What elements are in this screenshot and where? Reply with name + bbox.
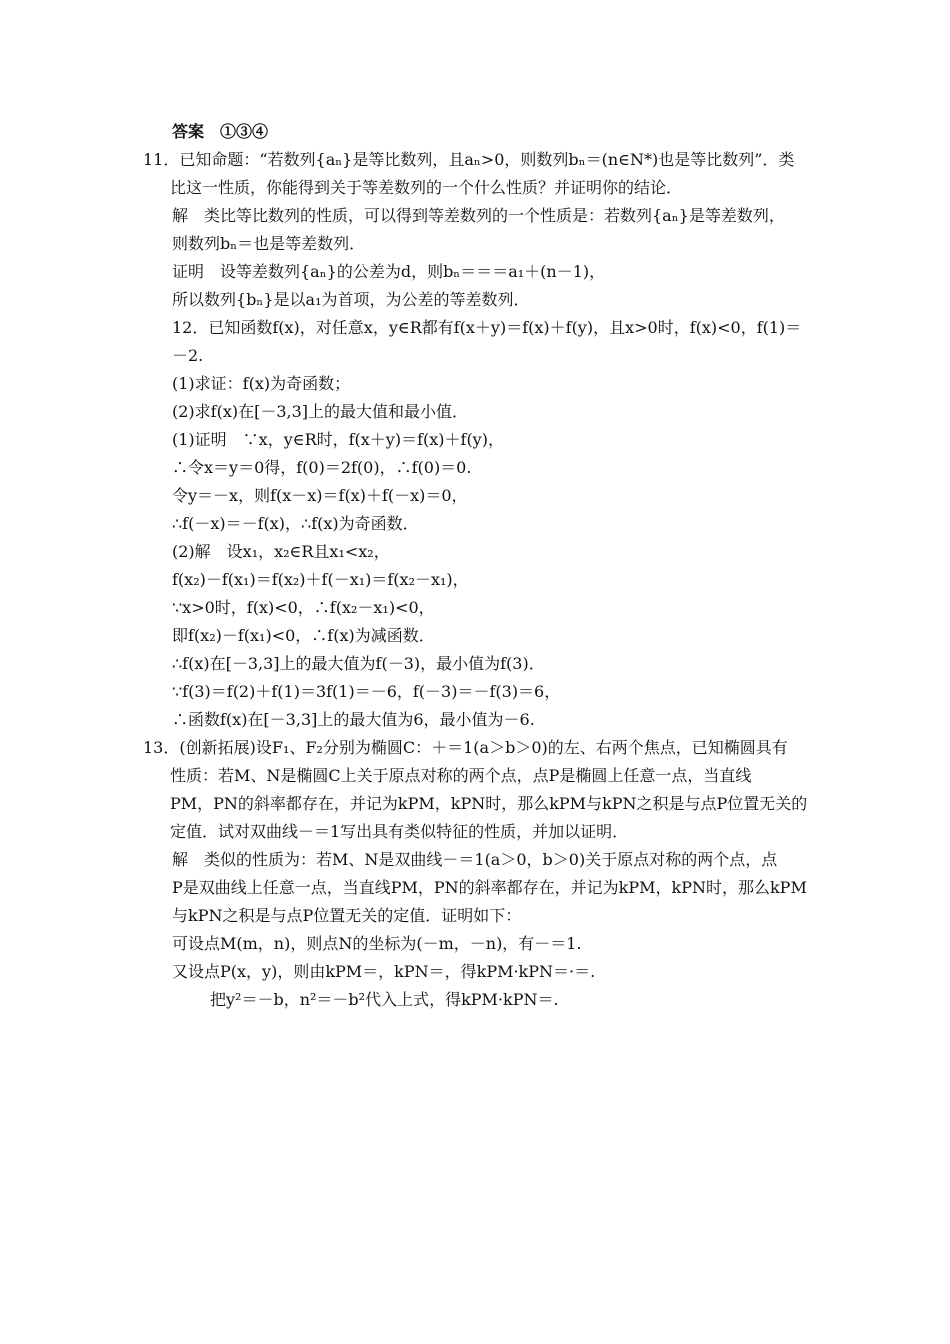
problem-13-solution-5: 又设点P(x，y)，则由kPM＝，kPN＝，得kPM·kPN＝·＝.: [172, 962, 596, 981]
problem-11-conclusion: 所以数列{bₙ}是以a₁为首项，为公差的等差数列．: [172, 290, 530, 309]
problem-12-stem-cont: －2.: [172, 346, 204, 365]
problem-11-solution-cont: 则数列bₙ＝也是等差数列．: [172, 234, 366, 253]
problem-13-stem-cont-1: 性质：若M、N是椭圆C上关于原点对称的两个点，点P是椭圆上任意一点，当直线: [170, 766, 752, 785]
problem-12-part-2: (2)求f(x)在[－3,3]上的最大值和最小值．: [172, 402, 469, 421]
problem-12-solution-1: (2)解 设x₁，x₂∈R且x₁<x₂，: [172, 542, 390, 561]
problem-12-solution-5: ∴f(x)在[－3,3]上的最大值为f(－3)，最小值为f(3)．: [172, 654, 545, 673]
problem-11-proof: 证明 设等差数列{aₙ}的公差为d，则bₙ＝＝＝a₁＋(n－1)，: [172, 262, 606, 281]
problem-13-stem: 13．(创新拓展)设F₁、F₂分别为椭圆C：＋＝1(a＞b＞0)的左、右两个焦点，已知椭圆具有: [143, 738, 788, 757]
problem-12-proof-1: (1)证明 ∵x，y∈R时，f(x＋y)＝f(x)＋f(y)，: [172, 430, 504, 449]
problem-13-solution-2: P是双曲线上任意一点，当直线PM，PN的斜率都存在，并记为kPM，kPN时，那么kPM: [172, 878, 807, 897]
problem-13-solution-1: 解 类似的性质为：若M、N是双曲线－＝1(a＞0，b＞0)关于原点对称的两个点，点: [172, 850, 778, 869]
problem-13-solution-3: 与kPN之积是与点P位置无关的定值．证明如下：: [172, 906, 522, 925]
problem-11-stem: 11．已知命题：“若数列{aₙ}是等比数列，且aₙ>0，则数列bₙ＝(n∈N*)也是等比数列”．类: [143, 150, 795, 169]
problem-12-solution-3: ∵x>0时，f(x)<0，∴f(x₂－x₁)<0，: [172, 598, 435, 617]
problem-13-stem-cont-2: PM，PN的斜率都存在，并记为kPM，kPN时，那么kPM与kPN之积是与点P位置无关的: [170, 794, 808, 813]
problem-12-stem: 12．已知函数f(x)，对任意x，y∈R都有f(x＋y)＝f(x)＋f(y)，且x>0时，f(x)<0，f(1)＝: [172, 318, 802, 337]
problem-12-solution-6: ∵f(3)＝f(2)＋f(1)＝3f(1)＝－6，f(－3)＝－f(3)＝6，: [172, 682, 561, 701]
problem-13-stem-cont-3: 定值．试对双曲线－＝1写出具有类似特征的性质，并加以证明．: [170, 822, 629, 841]
problem-12-solution-4: 即f(x₂)－f(x₁)<0，∴f(x)为减函数．: [172, 626, 435, 645]
answer-line: 答案 ①③④: [172, 122, 269, 141]
problem-12-solution-7: ∴函数f(x)在[－3,3]上的最大值为6，最小值为－6.: [172, 710, 535, 729]
problem-13-solution-4: 可设点M(m，n)，则点N的坐标为(－m，－n)，有－＝1.: [172, 934, 582, 953]
problem-12-proof-4: ∴f(－x)＝－f(x)，∴f(x)为奇函数．: [172, 514, 419, 533]
problem-12-proof-2: ∴令x＝y＝0得，f(0)＝2f(0)，∴f(0)＝0.: [172, 458, 472, 477]
problem-12-solution-2: f(x₂)－f(x₁)＝f(x₂)＋f(－x₁)＝f(x₂－x₁)，: [172, 570, 469, 589]
problem-12-part-1: (1)求证：f(x)为奇函数；: [172, 374, 351, 393]
problem-12-proof-3: 令y＝－x，则f(x－x)＝f(x)＋f(－x)＝0，: [172, 486, 468, 505]
problem-11-solution: 解 类比等比数列的性质，可以得到等差数列的一个性质是：若数列{aₙ}是等差数列，: [172, 206, 785, 225]
problem-13-solution-6: 把y²＝－b，n²＝－b²代入上式，得kPM·kPN＝.: [210, 990, 559, 1009]
problem-11-stem-cont: 比这一性质，你能得到关于等差数列的一个什么性质？并证明你的结论．: [170, 178, 683, 197]
